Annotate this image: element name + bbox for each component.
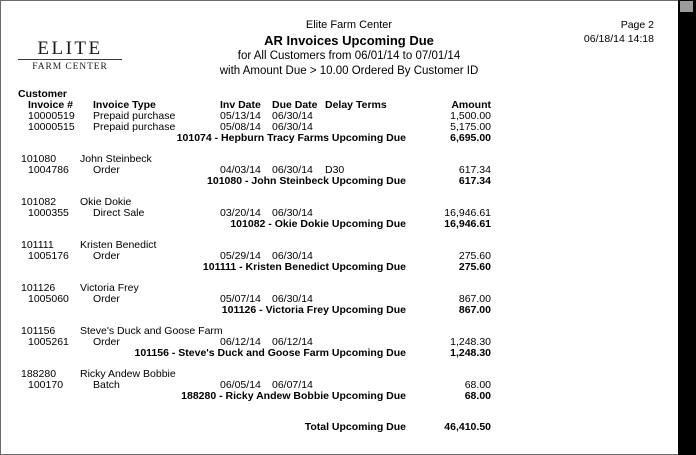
invoice-date: 06/05/14 (220, 379, 261, 391)
invoice-date: 03/20/14 (220, 207, 261, 219)
customer-subtotal-row (1, 262, 678, 273)
column-header-delay: Delay (325, 99, 354, 111)
delay-code: D30 (325, 164, 345, 176)
invoice-number: 100170 (28, 379, 64, 391)
page-meta (584, 18, 654, 46)
due-date: 06/30/14 (272, 250, 313, 262)
customer-subtotal-row (1, 219, 678, 230)
column-header-invoice-no: Invoice # (28, 99, 73, 111)
total-spacer (1, 402, 678, 422)
report-title: AR Invoices Upcoming Due (264, 33, 434, 48)
customer-subtotal-label: 101126 - Victoria Frey Upcoming Due (221, 304, 406, 316)
column-header-invoice-type: Invoice Type (93, 99, 156, 111)
customer-subtotal-label: 101111 - Kristen Benedict Upcoming Due (202, 261, 406, 273)
company-name: Elite Farm Center (305, 19, 393, 31)
report-timestamp: 06/18/14 14:18 (583, 33, 654, 45)
report-subtitle-range: for All Customers from 06/01/14 to 07/01/14 (237, 50, 461, 62)
column-header-amount: Amount (451, 99, 491, 111)
customer-subtotal-row (1, 348, 678, 359)
invoice-type: Direct Sale (93, 207, 145, 219)
customer-subtotal-label: 101080 - John Steinbeck Upcoming Due (207, 175, 406, 187)
due-date: 06/30/14 (272, 121, 313, 133)
invoice-amount: 5,175.00 (450, 121, 491, 133)
customer-name: Okie Dokie (80, 196, 132, 208)
invoice-date: 05/08/14 (220, 121, 261, 133)
customer-id: 101156 (21, 325, 56, 337)
grand-total-amount: 46,410.50 (444, 421, 491, 433)
customer-subtotal-amount: 617.34 (458, 175, 491, 187)
invoice-type: Batch (93, 379, 120, 391)
customer-subtotal-row (1, 305, 678, 316)
invoice-number: 1005261 (28, 336, 69, 348)
customer-subtotal-amount: 68.00 (464, 390, 491, 402)
customer-subtotal-row (1, 391, 678, 402)
customer-subtotal-label: 101082 - Okie Dokie Upcoming Due (230, 218, 406, 230)
customer-name: Ricky Andew Bobbie (80, 368, 176, 380)
due-date: 06/30/14 (272, 110, 313, 122)
report-title-block (121, 18, 577, 79)
grand-total-row (1, 422, 678, 433)
column-header-customer-label: Customer (18, 88, 68, 100)
grand-total-label: Total Upcoming Due (304, 421, 406, 433)
invoice-number: 1000355 (28, 207, 69, 219)
customer-id: 101111 (21, 239, 54, 251)
invoice-number: 1005060 (28, 293, 69, 305)
invoice-type: Prepaid purchase (93, 110, 176, 122)
elite-farm-center-logo (18, 39, 122, 74)
report-subtitle-filter: with Amount Due > 10.00 Ordered By Customer ID (219, 65, 479, 77)
invoice-amount: 16,946.61 (444, 207, 491, 219)
customer-subtotal-amount: 16,946.61 (444, 218, 491, 230)
report-body (1, 89, 678, 433)
invoice-date: 05/07/14 (220, 293, 261, 305)
customer-name: Victoria Frey (80, 282, 139, 294)
customer-subtotal-label: 101074 - Hepburn Tracy Farms Upcoming Due (176, 132, 406, 144)
invoice-date: 05/29/14 (220, 250, 261, 262)
due-date: 06/30/14 (272, 164, 313, 176)
due-date: 06/07/14 (272, 379, 313, 391)
invoice-number: 10000515 (28, 121, 75, 133)
customer-subtotal-amount: 1,248.30 (450, 347, 491, 359)
invoice-amount: 867.00 (458, 293, 491, 305)
invoice-amount: 1,248.30 (450, 336, 491, 348)
invoice-amount: 1,500.00 (450, 110, 491, 122)
invoice-type: Order (93, 164, 120, 176)
customer-id: 101082 (21, 196, 57, 208)
customer-subtotal-row (1, 176, 678, 187)
invoice-date: 04/03/14 (220, 164, 261, 176)
scrollbar-thumb[interactable] (680, 1, 693, 12)
customer-name: Kristen Benedict (80, 239, 157, 251)
invoice-number: 1004786 (28, 164, 69, 176)
due-date: 06/12/14 (272, 336, 313, 348)
invoice-date: 05/13/14 (220, 110, 261, 122)
due-date: 06/30/14 (272, 293, 313, 305)
vertical-scrollbar[interactable] (678, 0, 696, 455)
due-date: 06/30/14 (272, 207, 313, 219)
invoice-amount: 275.60 (458, 250, 491, 262)
invoice-type: Order (93, 293, 120, 305)
invoice-number: 10000519 (28, 110, 75, 122)
customer-name: John Steinbeck (80, 153, 152, 165)
customer-name: Steve's Duck and Goose Farm (80, 325, 223, 337)
invoice-date: 06/12/14 (220, 336, 261, 348)
logo-subtext: FARM CENTER (32, 62, 108, 72)
column-header-terms: Terms (356, 99, 387, 111)
customer-subtotal-label: 101156 - Steve's Duck and Goose Farm Upcoming Due (134, 347, 406, 359)
customer-subtotal-amount: 275.60 (458, 261, 491, 273)
customer-id: 188280 (21, 368, 57, 380)
customer-id: 101080 (21, 153, 57, 165)
column-header-inv-date: Inv Date (220, 99, 261, 111)
invoice-type: Order (93, 336, 120, 348)
column-header-due-date: Due Date (272, 99, 318, 111)
customer-id: 101126 (21, 282, 56, 294)
customer-subtotal-row (1, 133, 678, 144)
invoice-amount: 68.00 (464, 379, 491, 391)
page-number: Page 2 (620, 19, 654, 31)
invoice-type: Order (93, 250, 120, 262)
invoice-amount: 617.34 (458, 164, 491, 176)
customer-subtotal-label: 188280 - Ricky Andew Bobbie Upcoming Due (181, 390, 406, 402)
logo-wordmark: ELITE (18, 39, 122, 60)
customer-subtotal-amount: 867.00 (458, 304, 491, 316)
invoice-type: Prepaid purchase (93, 121, 176, 133)
customer-subtotal-amount: 6,695.00 (450, 132, 491, 144)
invoice-number: 1005176 (28, 250, 69, 262)
